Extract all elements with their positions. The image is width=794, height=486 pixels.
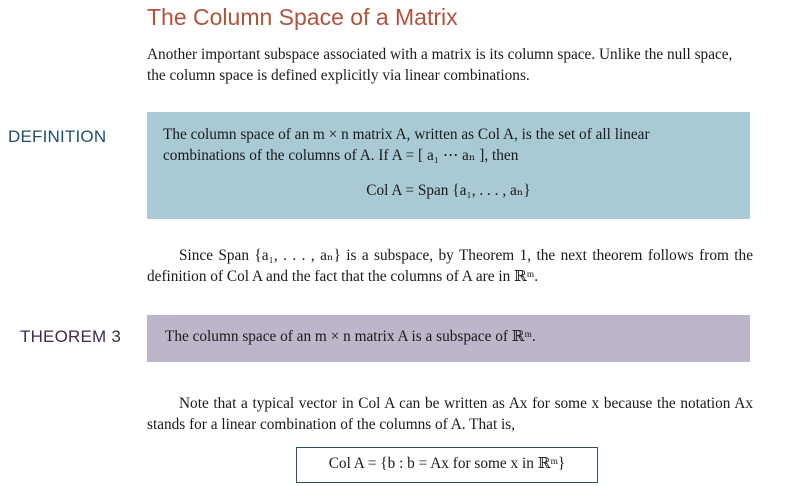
theorem-box bbox=[147, 315, 750, 362]
theorem-text: The column space of an m × n matrix A is a subspace of ℝᵐ. bbox=[165, 328, 536, 345]
theorem-label: THEOREM 3 bbox=[20, 327, 121, 346]
paragraph-theorem-intro bbox=[147, 245, 753, 287]
intro-paragraph: Another important subspace associated with a matrix is its column space. Unlike the null space, the column space is defined explicitly via linear combinations. bbox=[147, 46, 733, 84]
definition-text-line-2: combinations of the columns of A. If A = [ a₁ ⋯ aₙ ], then bbox=[163, 147, 519, 164]
section-title: The Column Space of a Matrix bbox=[147, 4, 458, 30]
definition-box bbox=[147, 112, 750, 219]
paragraph-theorem-intro-text: Since Span {a₁, . . . , aₙ} is a subspace, by Theorem 1, the next theorem follows from the definition of Col A and the fact that the columns of A are in ℝᵐ. bbox=[147, 247, 753, 285]
definition-text-line-1: The column space of an m × n matrix A, written as Col A, is the set of all linear bbox=[163, 126, 650, 143]
column-space-equation-box bbox=[296, 447, 598, 483]
paragraph-typical-vector-text: Note that a typical vector in Col A can be written as Ax for some x because the notation Ax stands for a linear combination of the columns of A. That is, bbox=[147, 395, 753, 433]
column-space-equation: Col A = {b : b = Ax for some x in ℝᵐ} bbox=[328, 455, 566, 472]
definition-label: DEFINITION bbox=[8, 127, 107, 146]
paragraph-typical-vector bbox=[147, 393, 753, 435]
definition-display-equation: Col A = Span {a₁, . . . , aₙ} bbox=[366, 182, 531, 199]
